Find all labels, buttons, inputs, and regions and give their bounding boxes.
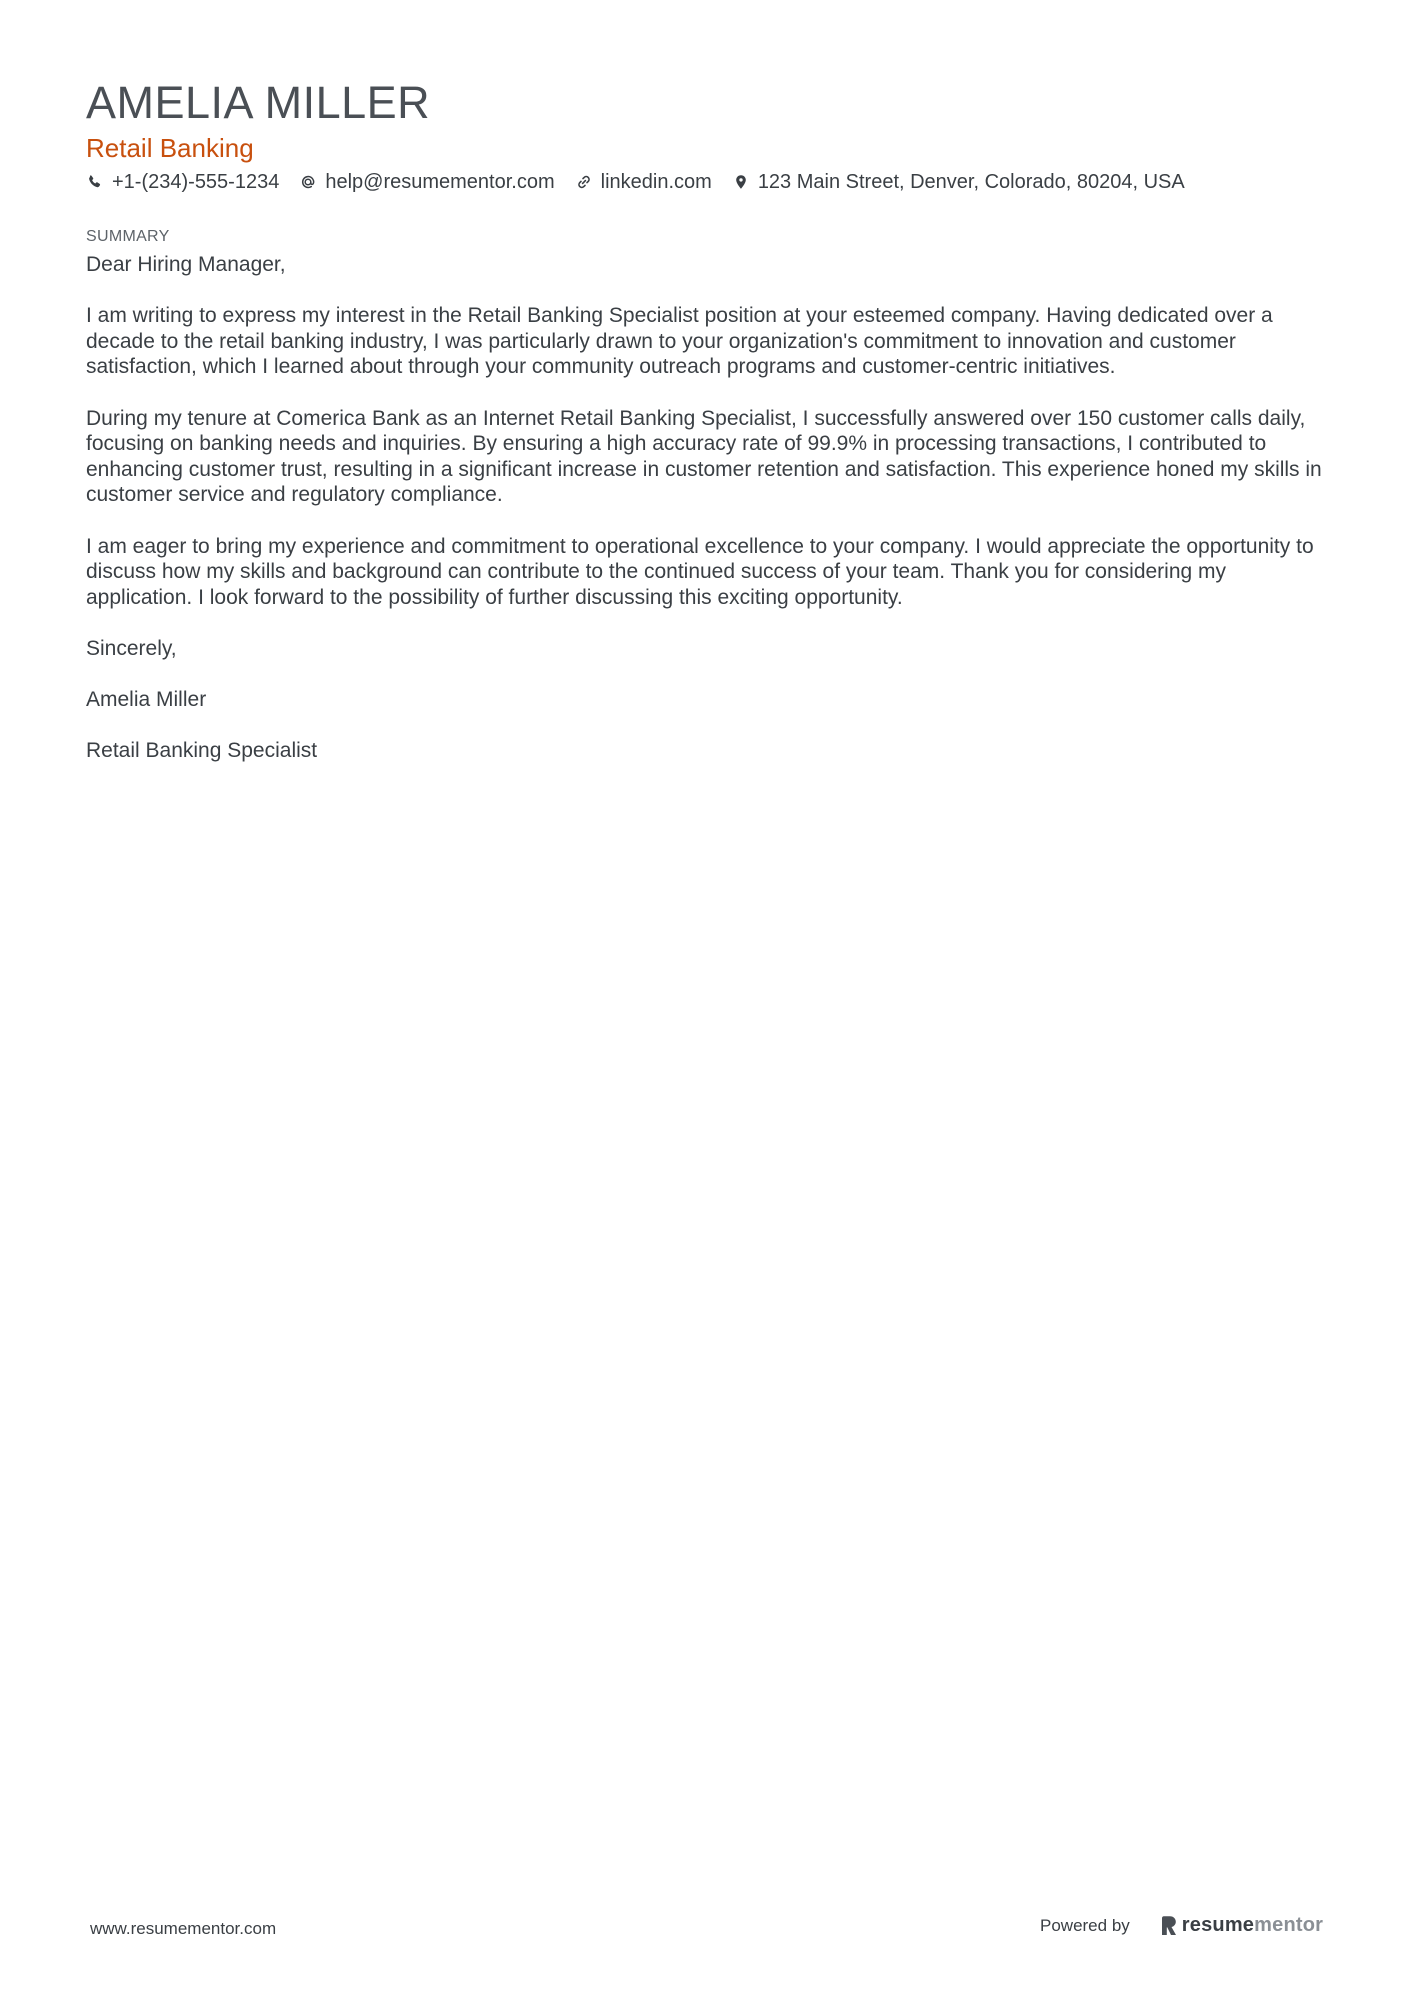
powered-by-label: Powered by [1040, 1915, 1130, 1935]
letter-greeting: Dear Hiring Manager, [86, 253, 286, 276]
brand-text-mentor: mentor [1254, 1914, 1324, 1936]
letter-paragraph: I am eager to bring my experience and commitment to operational excellence to your company. I would appreciate the opportunity to discuss how my skills and background can contribute to the continued success of your team. Thank you for considering my application. I look forward to the possibility of further discussing this exciting opportunity. [86, 534, 1314, 609]
link-icon [575, 173, 593, 191]
email-text[interactable]: help@resumementor.com [325, 171, 555, 193]
letter-paragraph: I am writing to express my interest in the Retail Banking Specialist position at your esteemed company. Having dedicated over a decade to the retail banking industry, I was particularly drawn to your organization's commitment to innovation and customer satisfaction, which I learned about through your community outreach programs and customer-centric initiatives. [86, 304, 1273, 379]
location-pin-icon [732, 173, 750, 191]
candidate-name: AMELIA MILLER [86, 77, 431, 128]
linkedin-text[interactable]: linkedin.com [600, 171, 712, 193]
contact-email[interactable] [299, 168, 554, 196]
contact-address [732, 168, 1185, 196]
resume-page [86, 76, 1336, 789]
letter-signature-title: Retail Banking Specialist [86, 739, 318, 763]
footer-branding [1040, 1914, 1323, 1937]
letter-signature-name: Amelia Miller [86, 688, 207, 712]
candidate-subtitle: Retail Banking [86, 133, 254, 163]
contact-phone [86, 168, 279, 196]
resumementor-logo-icon [1160, 1915, 1178, 1937]
phone-icon [86, 173, 104, 191]
phone-text: +1-(234)-555-1234 [112, 171, 280, 193]
summary-heading: SUMMARY [86, 228, 170, 245]
letter-closing: Sincerely, [86, 636, 177, 660]
contact-bar [86, 168, 1336, 196]
address-text: 123 Main Street, Denver, Colorado, 80204, USA [757, 171, 1185, 193]
letter-paragraph: During my tenure at Comerica Bank as an Internet Retail Banking Specialist, I successfully answered over 150 customer calls daily, focusing on banking needs and inquiries. By ensuring a high accuracy rate of 99.9% in processing transactions, I contributed to enhancing customer trust, resulting in a significant increase in customer retention and satisfaction. This experience honed my skills in customer service and regulatory compliance. [86, 406, 1322, 507]
at-icon [299, 173, 317, 191]
footer-website[interactable]: www.resumementor.com [90, 1919, 277, 1938]
resumementor-logo[interactable] [1160, 1914, 1323, 1937]
contact-linkedin[interactable] [575, 168, 712, 196]
cover-letter-body [86, 252, 1336, 764]
brand-text-resume: resume [1181, 1914, 1255, 1936]
